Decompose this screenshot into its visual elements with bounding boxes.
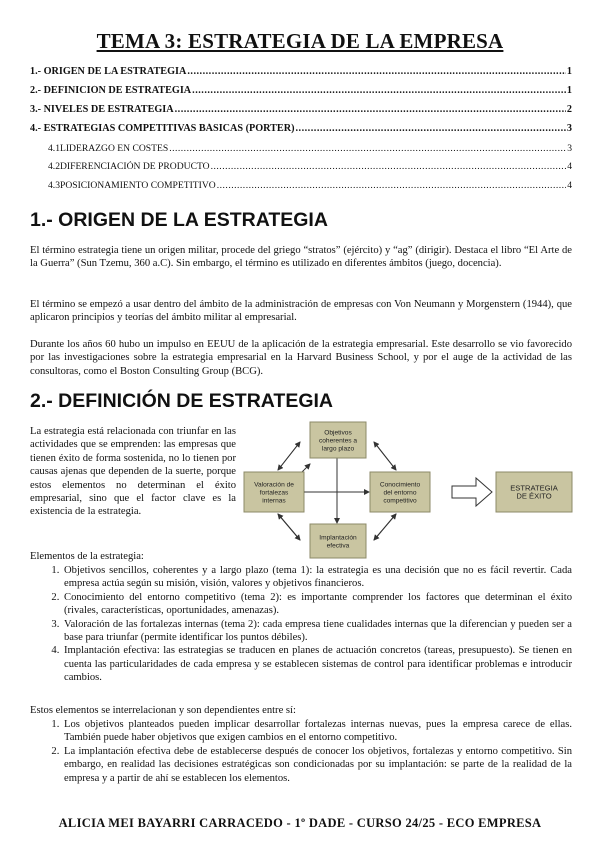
toc-label: 2.- DEFINICIÓN DE ESTRATEGIA (30, 85, 192, 96)
diagram-box-label: del entorno (383, 489, 417, 497)
toc-page: 4 (567, 180, 572, 191)
result-arrow-icon (452, 478, 492, 506)
toc-page: 3 (566, 123, 572, 134)
diagram-box-label: efectiva (326, 542, 350, 550)
toc-label: 4.2DIFERENCIACIÓN DE PRODUCTO (48, 161, 210, 172)
diagram-box-label: competitivo (383, 497, 417, 505)
list-item: 2. La implantación efectiva debe de establecerse después de conocer los objetivos, fortalezas y entorno competitivo. Sin embargo, en realidad las decisiones estratégicas son condicionadas por su implantación: se parte de la realidad de la empresa y a partir de ahí se establecen los elementos. (62, 745, 572, 785)
section-1-paragraph-2: El término se empezó a usar dentro del ámbito de la administración de empresas con Von Neumann y Morgenstern (1944), que aplicaron principios y teorías del ámbito militar al empresarial. (30, 299, 572, 324)
elements-label: Elementos de la estrategia: (30, 551, 144, 562)
section-1-heading: 1.- ORIGEN DE LA ESTRATEGIA (30, 209, 328, 231)
diagram-box-environment (370, 472, 430, 512)
diagram-box-label: coherentes a (318, 437, 358, 445)
relations-list (30, 718, 572, 785)
diagram-box-label: largo plazo (321, 445, 355, 453)
diagram-box-label: ESTRATEGIA (510, 483, 558, 493)
toc-entry-4-3[interactable] (48, 180, 572, 191)
toc-label: 4.- ESTRATEGIAS COMPETITIVAS BÁSICAS (PORTER) (30, 123, 295, 134)
toc-entry-1[interactable] (30, 66, 572, 77)
page-title: TEMA 3: ESTRATEGIA DE LA EMPRESA (96, 29, 504, 53)
relations-label: Estos elementos se interrelacionan y son dependientes entre sí: (30, 705, 296, 716)
list-item: 1. Objetivos sencillos, coherentes y a largo plazo (tema 1): la estrategia es una decisión que no es fácil revertir. Cada empresa actúa según su misión, visión, valores y objetivos financieros. (62, 564, 572, 591)
diagram-box-label: internas (262, 497, 286, 505)
toc-page: 4 (567, 161, 572, 172)
diagram-box-label: Implantación (319, 534, 357, 542)
diagram-box-result (496, 472, 572, 512)
list-item: 3. Valoración de las fortalezas internas (tema 2): cada empresa tiene cualidades internas que la diferencian y pueden ser a base para triunfar (permite identificar los puntos débiles). (62, 618, 572, 645)
page-footer: ALICIA MEI BAYARRI CARRACEDO - 1º DADE - CURSO 24/25 - ECO EMPRESA (58, 816, 542, 830)
diagram-box-label: fortalezas (259, 489, 289, 497)
toc-page: 2 (566, 104, 572, 115)
toc-page: 1 (566, 85, 572, 96)
list-item: 2. Conocimiento del entorno competitivo (tema 2): es importante comprender los factores que determinan el éxito (rivales, características, oportunidades, amenazas). (62, 591, 572, 618)
list-item: 1. Los objetivos planteados pueden implicar desarrollar fortalezas internas nuevas, pues la empresa carece de ellas. También puede haber objetivos que exigen cambios en el entorno competitivo. (62, 718, 572, 745)
elements-list (30, 564, 572, 685)
toc-page: 1 (566, 66, 572, 77)
diagram-box-label: Objetivos (324, 429, 352, 437)
toc-label: 1.- ORIGEN DE LA ESTRATEGIA (30, 66, 187, 77)
toc-entry-2[interactable] (30, 85, 572, 96)
section-2-heading: 2.- DEFINICIÓN DE ESTRATEGIA (30, 390, 333, 412)
diagram-box-strengths (244, 472, 304, 512)
toc-label: 4.3POSICIONAMIENTO COMPETITIVO (48, 180, 216, 191)
section-2-intro: La estrategia está relacionada con triunfar en las actividades que se emprenden: las empresas que tienen éxito de forma sostenida, no lo tienen por causas ajenas que dependen de la suerte, porque estos elementos no determinan el éxito empresarial, sino que el factor clave es la existencia de la estrategia. (30, 426, 236, 518)
section-1-paragraph-3: Durante los años 60 hubo un impulso en EEUU de la aplicación de la estrategia empresarial. Este desarrollo se vio favorecido por las investigaciones sobre la estrategia empresarial en la Harvard Business School, y por el auge de la actividad de las consultoras, como el Boston Consulting Group (BCG). (30, 339, 572, 377)
toc-label: 3.- NIVELES DE ESTRATEGIA (30, 104, 174, 115)
toc-entry-4[interactable] (30, 123, 572, 134)
strategy-elements-diagram (242, 420, 574, 560)
diagram-box-objectives (310, 422, 366, 458)
toc-entry-4-2[interactable] (48, 161, 572, 172)
diagram-box-label: Conocimiento (379, 481, 421, 489)
section-1-paragraph-1: El término estrategia tiene un origen militar, procede del griego “stratos” (ejército) y “ag” (dirigir). Destaca el libro “El Arte de la Guerra” (Sun Tzemu, 360 a.C). Sin embargo, el término es utilizado en diferentes ámbitos (juego, docencia). (30, 245, 572, 270)
diagram-box-label: Valoración de (254, 481, 294, 489)
list-item: 4. Implantación efectiva: las estrategias se traducen en planes de actuación concretos (tareas, presupuesto). Se tienen en cuenta las particularidades de cada empresa y se establecen sistemas de control para identificar problemas e introducir cambios. (62, 644, 572, 684)
toc-label: 4.1LIDERAZGO EN COSTES (48, 143, 169, 154)
diagram-box-label: DE ÉXITO (516, 491, 552, 501)
toc-page: 3 (567, 143, 572, 154)
toc-entry-3[interactable] (30, 104, 572, 115)
toc-entry-4-1[interactable] (48, 143, 572, 154)
